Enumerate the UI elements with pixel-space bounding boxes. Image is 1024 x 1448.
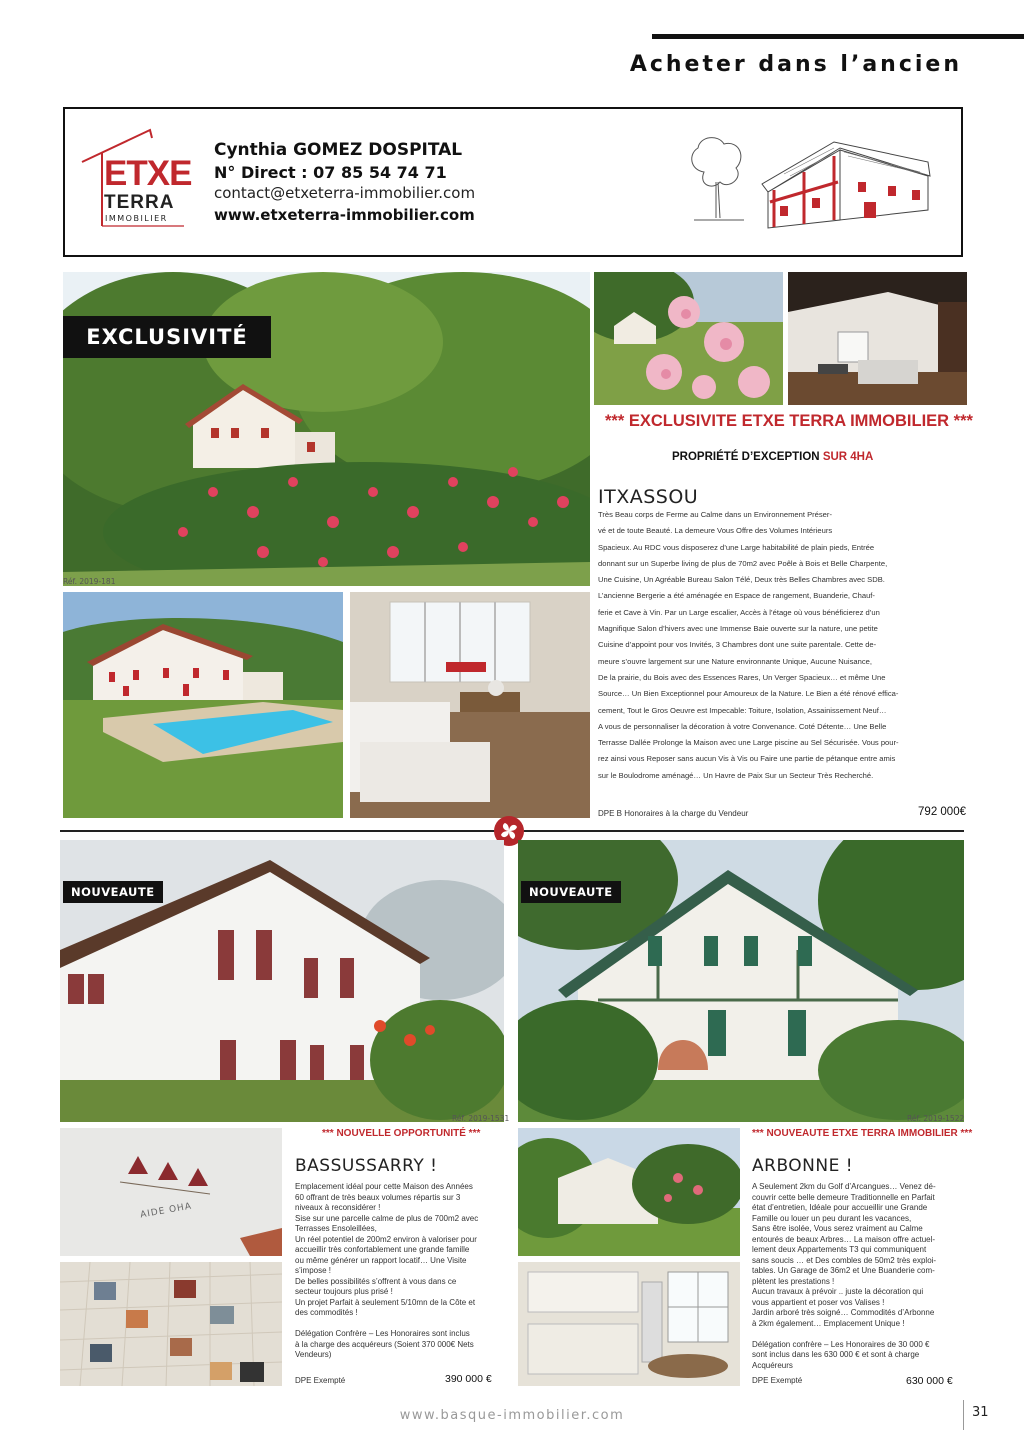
footer-website[interactable]: www.basque-immobilier.com xyxy=(399,1408,625,1423)
description-line: niveaux à reconsidérer ! xyxy=(295,1203,381,1212)
description-line: sans soucis … et Des combles de 50m2 très exploi- xyxy=(752,1255,937,1265)
photo-bassussarry-tile-floor xyxy=(60,1262,282,1386)
description-line: Très Beau corps de Ferme au Calme dans un Environnement Préser- xyxy=(598,510,832,519)
description-line: des commodités ! xyxy=(295,1308,358,1317)
listing3-reference: Réf. 2019-1522 xyxy=(907,1114,965,1123)
exclusivite-badge: EXCLUSIVITÉ xyxy=(63,316,271,358)
description-line xyxy=(295,1319,507,1330)
listing2-headline: *** NOUVELLE OPPORTUNITÉ *** xyxy=(322,1128,481,1139)
sign-text: AIDE OHA xyxy=(139,1201,193,1221)
listing1-headline: *** EXCLUSIVITE ETXE TERRA IMMOBILIER *** xyxy=(605,412,973,430)
logo-terra: TERRA xyxy=(104,192,175,213)
header-rule xyxy=(652,34,1024,39)
description-line: A Seulement 2km du Golf d’Arcangues… Venez dé- xyxy=(752,1182,936,1191)
description-line: Sise sur une parcelle calme de plus de 700m2 avec xyxy=(295,1213,479,1223)
listing1-subhead-area: SUR 4HA xyxy=(822,451,874,463)
description-line: Délégation Confrère – Les Honoraires sont inclus xyxy=(295,1329,470,1338)
page-number: 31 xyxy=(972,1405,989,1420)
listing1-subhead-main: PROPRIÉTÉ D’EXCEPTION xyxy=(672,451,820,463)
photo-itxassou-blossom xyxy=(594,272,783,405)
description-line: vé et de toute Beauté. La demeure Vous Offre des Volumes Intérieurs xyxy=(598,526,833,536)
description-line: Acquéreurs xyxy=(752,1360,793,1370)
description-line: De belles possibilités s’offrent à vous dans ce xyxy=(295,1276,457,1286)
description-line: Un réel potentiel de 200m2 environ à valoriser pour xyxy=(295,1234,477,1244)
description-line: A vous de personnaliser la décoration à votre Convenance. Coté Détente… Une Belle xyxy=(598,721,887,731)
listing1-reference: Réf. 2019-181 xyxy=(63,577,116,586)
listing2-dpe: DPE Exempté xyxy=(295,1376,346,1385)
description-line: Famille ou louer un peu durant les vacances, xyxy=(752,1213,912,1223)
listing3-city: ARBONNE ! xyxy=(752,1156,854,1176)
photo-bassussarry-sign xyxy=(60,1128,282,1256)
description-line: Aucun travaux à prévoir .. juste la décoration qui xyxy=(752,1287,924,1296)
description-line: Délégation confrère – Les Honoraires de 30 000 € xyxy=(752,1339,930,1349)
description-line: ferie et Cave à Vin. Par un Large escalier, Accès à l’étage où vous bénéficierez d’un xyxy=(598,607,880,617)
description-line: tables. Un Garage de 36m2 et Une Buanderie com- xyxy=(752,1266,935,1275)
description-line: Source… Un Bien Exceptionnel pour Amoureux de la Nature. Le Bien a été rénové effica- xyxy=(598,689,899,699)
listing3-nouveaute-badge: NOUVEAUTE xyxy=(521,881,621,903)
description-line: Jardin arboré très soigné… Commodités d’Arbonne xyxy=(752,1308,935,1317)
description-line: rez ainsi vous Reposer sans aucun Vis à Vis ou Faire une partie de pétanque entre amis xyxy=(598,754,896,764)
agent-email[interactable]: contact@etxeterra-immobilier.com xyxy=(214,184,476,202)
section-title: Acheter dans l’ancien xyxy=(629,52,962,77)
description-line: ou même générer un rapport locatif… Une Visite xyxy=(295,1255,467,1265)
agency-logo xyxy=(80,126,192,230)
listing3-description xyxy=(752,1182,964,1371)
agent-name: Cynthia GOMEZ DOSPITAL xyxy=(214,140,463,160)
photo-arbonne-kitchen xyxy=(518,1262,740,1386)
description-line: Un projet Parfait à seulement 5/10mn de la Côte et xyxy=(295,1297,476,1307)
description-line: Une Cuisine, Un Agréable Bureau Salon Télé, Deux très Belles Chambres avec SDB. xyxy=(598,575,885,585)
listing1-city: ITXASSOU xyxy=(598,486,699,508)
description-line: sur le Boulodrome aménagé… Un Havre de Paix Sur un Secteur Très Recherché. xyxy=(598,770,874,780)
agent-website[interactable]: www.etxeterra-immobilier.com xyxy=(214,206,475,224)
listing1-description xyxy=(598,507,967,784)
description-line xyxy=(752,1329,964,1340)
listing3-headline: *** NOUVEAUTE ETXE TERRA IMMOBILIER *** xyxy=(752,1128,973,1139)
listing1-price: 792 000€ xyxy=(918,806,966,818)
basque-farmhouse-icon xyxy=(684,132,936,232)
description-line: Terrasse Dallée Prolonge la Maison avec une Large piscine au Sel Sécurisée. Vous pour- xyxy=(598,738,899,748)
description-line: De la prairie, du Bois avec des Essences Rares, Un Verger Spacieux… et même Une xyxy=(598,672,886,682)
agent-phone[interactable]: N° Direct : 07 85 54 74 71 xyxy=(214,163,447,182)
description-line: vous appartient et poser vos Valises ! xyxy=(752,1297,885,1307)
photo-itxassou-pool xyxy=(63,592,343,818)
listing3-dpe: DPE Exempté xyxy=(752,1376,803,1385)
description-line: entourés de beaux Arbres… La maison offre actuel- xyxy=(752,1234,936,1244)
description-line: couvrir cette belle demeure Traditionnelle en Parfait xyxy=(752,1192,935,1202)
photo-itxassou-living-room xyxy=(350,592,590,818)
listing1-dpe: DPE B Honoraires à la charge du Vendeur xyxy=(598,809,749,818)
listing2-city: BASSUSSARRY ! xyxy=(295,1156,438,1176)
description-line: cement, Tout le Gros Oeuvre est Impecable: Toiture, Isolation, Assainissement Neuf… xyxy=(598,705,887,715)
description-line: lement deux Appartements T3 qui communiquent xyxy=(752,1245,927,1254)
photo-itxassou-mezzanine xyxy=(788,272,967,405)
description-line: état d’entretien, Idéale pour accueillir une Grande xyxy=(752,1203,928,1212)
description-line: Sans être isolée, Vous serez vraiment au Calme xyxy=(752,1224,923,1233)
description-line: accueillir très confortablement une grande famille xyxy=(295,1245,470,1254)
description-line: L’ancienne Bergerie a été aménagée en Espace de rangement, Buanderie, Chauf- xyxy=(598,591,875,601)
description-line: à 2km également… Emplacement Unique ! xyxy=(752,1318,905,1328)
listing2-price: 390 000 € xyxy=(445,1373,492,1385)
logo-immobilier: IMMOBILIER xyxy=(105,214,168,223)
description-line: secteur toujours plus prisé ! xyxy=(295,1287,393,1296)
description-line: meure s’ouvre largement sur une Nature environnante Unique, Aucune Nuisance, xyxy=(598,656,872,666)
description-line: s’impose ! xyxy=(295,1266,332,1275)
description-line: 60 offrant de très beaux volumes répartis sur 3 xyxy=(295,1192,461,1202)
listing1-subhead xyxy=(672,451,873,463)
listing2-reference: Réf. 2019-1531 xyxy=(452,1114,510,1123)
photo-arbonne-garden xyxy=(518,1128,740,1256)
page-number-rule xyxy=(963,1400,964,1430)
description-line: Emplacement idéal pour cette Maison des Années xyxy=(295,1182,473,1191)
listing3-price: 630 000 € xyxy=(906,1375,953,1387)
logo-etxe: ETXE xyxy=(104,154,192,193)
description-line: à la charge des acquéreurs (Soient 370 000€ Nets xyxy=(295,1339,474,1349)
description-line: Cuisine d’appoint pour vos Invités, 3 Chambres dont une suite parentale. Cette de- xyxy=(598,640,877,650)
listing2-nouveaute-badge: NOUVEAUTE xyxy=(63,881,163,903)
description-line: Vendeurs) xyxy=(295,1350,332,1359)
description-line: sont inclus dans les 630 000 € et sont à charge xyxy=(752,1350,920,1359)
description-line: Magnifique Salon d’hivers avec une Immense Baie ouverte sur la nature, une petite xyxy=(598,624,878,634)
description-line: plètent les prestations ! xyxy=(752,1276,835,1286)
description-line: Terrasses Ensoleillées, xyxy=(295,1224,377,1233)
description-line: donnant sur un Superbe living de plus de 70m2 avec Poêle à Bois et Belle Charpente, xyxy=(598,558,888,568)
listing2-description xyxy=(295,1182,507,1361)
description-line: Spacieux. Au RDC vous disposerez d’une Large habitabilité de plain pieds, Entrée xyxy=(598,542,875,552)
house-sketch-illustration xyxy=(684,132,936,232)
